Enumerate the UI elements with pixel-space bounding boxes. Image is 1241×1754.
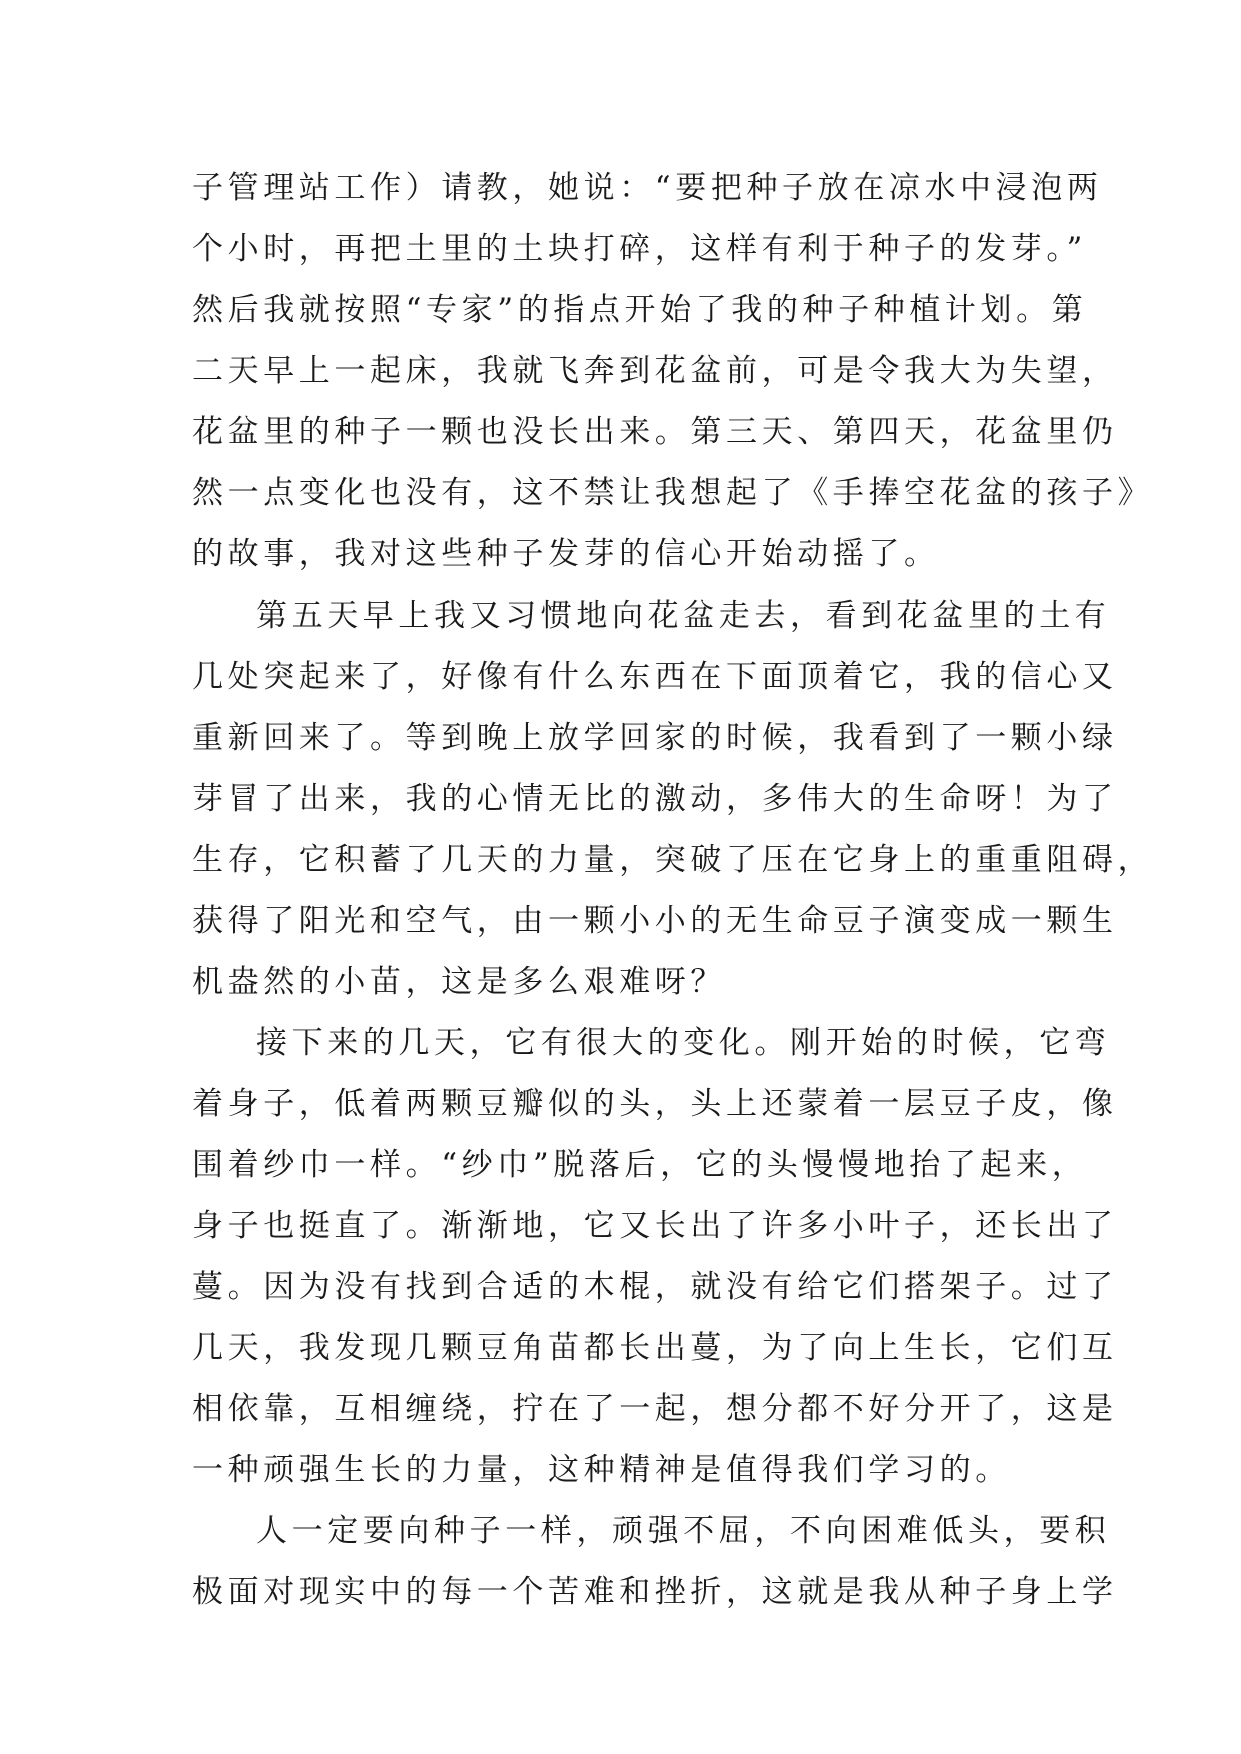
text-line: 着身子，低着两颗豆瓣似的头，头上还蒙着一层豆子皮，像	[192, 1086, 1118, 1122]
text-line: 身子也挺直了。渐渐地，它又长出了许多小叶子，还长出了	[192, 1208, 1118, 1244]
text-line: 几天，我发现几颗豆角苗都长出蔓，为了向上生长，它们互	[192, 1330, 1118, 1366]
text-line: 芽冒了出来，我的心情无比的激动，多伟大的生命呀！为了	[192, 781, 1118, 817]
text-line: 然后我就按照“专家”的指点开始了我的种子种植计划。第	[192, 292, 1088, 328]
text-line: 的故事，我对这些种子发芽的信心开始动摇了。	[192, 536, 940, 572]
paragraph-first-line: 第五天早上我又习惯地向花盆走去，看到花盆里的土有	[256, 598, 1111, 634]
text-line: 一种顽强生长的力量，这种精神是值得我们学习的。	[192, 1452, 1011, 1488]
text-line: 花盆里的种子一颗也没长出来。第三天、第四天，花盆里仍	[192, 414, 1118, 450]
text-line: 极面对现实中的每一个苦难和挫折，这就是我从种子身上学	[192, 1574, 1118, 1610]
text-line: 重新回来了。等到晚上放学回家的时候，我看到了一颗小绿	[192, 720, 1118, 756]
text-line: 机盎然的小苗，这是多么艰难呀？	[192, 964, 726, 1000]
text-line: 获得了阳光和空气，由一颗小小的无生命豆子演变成一颗生	[192, 903, 1118, 939]
text-line: 二天早上一起床，我就飞奔到花盆前，可是令我大为失望，	[192, 353, 1118, 389]
text-line: 蔓。因为没有找到合适的木棍，就没有给它们搭架子。过了	[192, 1269, 1118, 1305]
text-line: 然一点变化也没有，这不禁让我想起了《手捧空花盆的孩子》	[192, 475, 1154, 511]
text-line: 生存，它积蓄了几天的力量，突破了压在它身上的重重阻碍，	[192, 842, 1154, 878]
text-line: 相依靠，互相缠绕，拧在了一起，想分都不好分开了，这是	[192, 1391, 1118, 1427]
paragraph-first-line: 接下来的几天，它有很大的变化。刚开始的时候，它弯	[256, 1025, 1111, 1061]
text-line: 子管理站工作）请教，她说：“要把种子放在凉水中浸泡两	[192, 170, 1103, 206]
paragraph-first-line: 人一定要向种子一样，顽强不屈，不向困难低头，要积	[256, 1513, 1111, 1549]
text-line: 围着纱巾一样。“纱巾”脱落后，它的头慢慢地抬了起来，	[192, 1147, 1088, 1183]
text-line: 个小时，再把土里的土块打碎，这样有利于种子的发芽。”	[192, 231, 1087, 267]
text-line: 几处突起来了，好像有什么东西在下面顶着它，我的信心又	[192, 659, 1118, 695]
